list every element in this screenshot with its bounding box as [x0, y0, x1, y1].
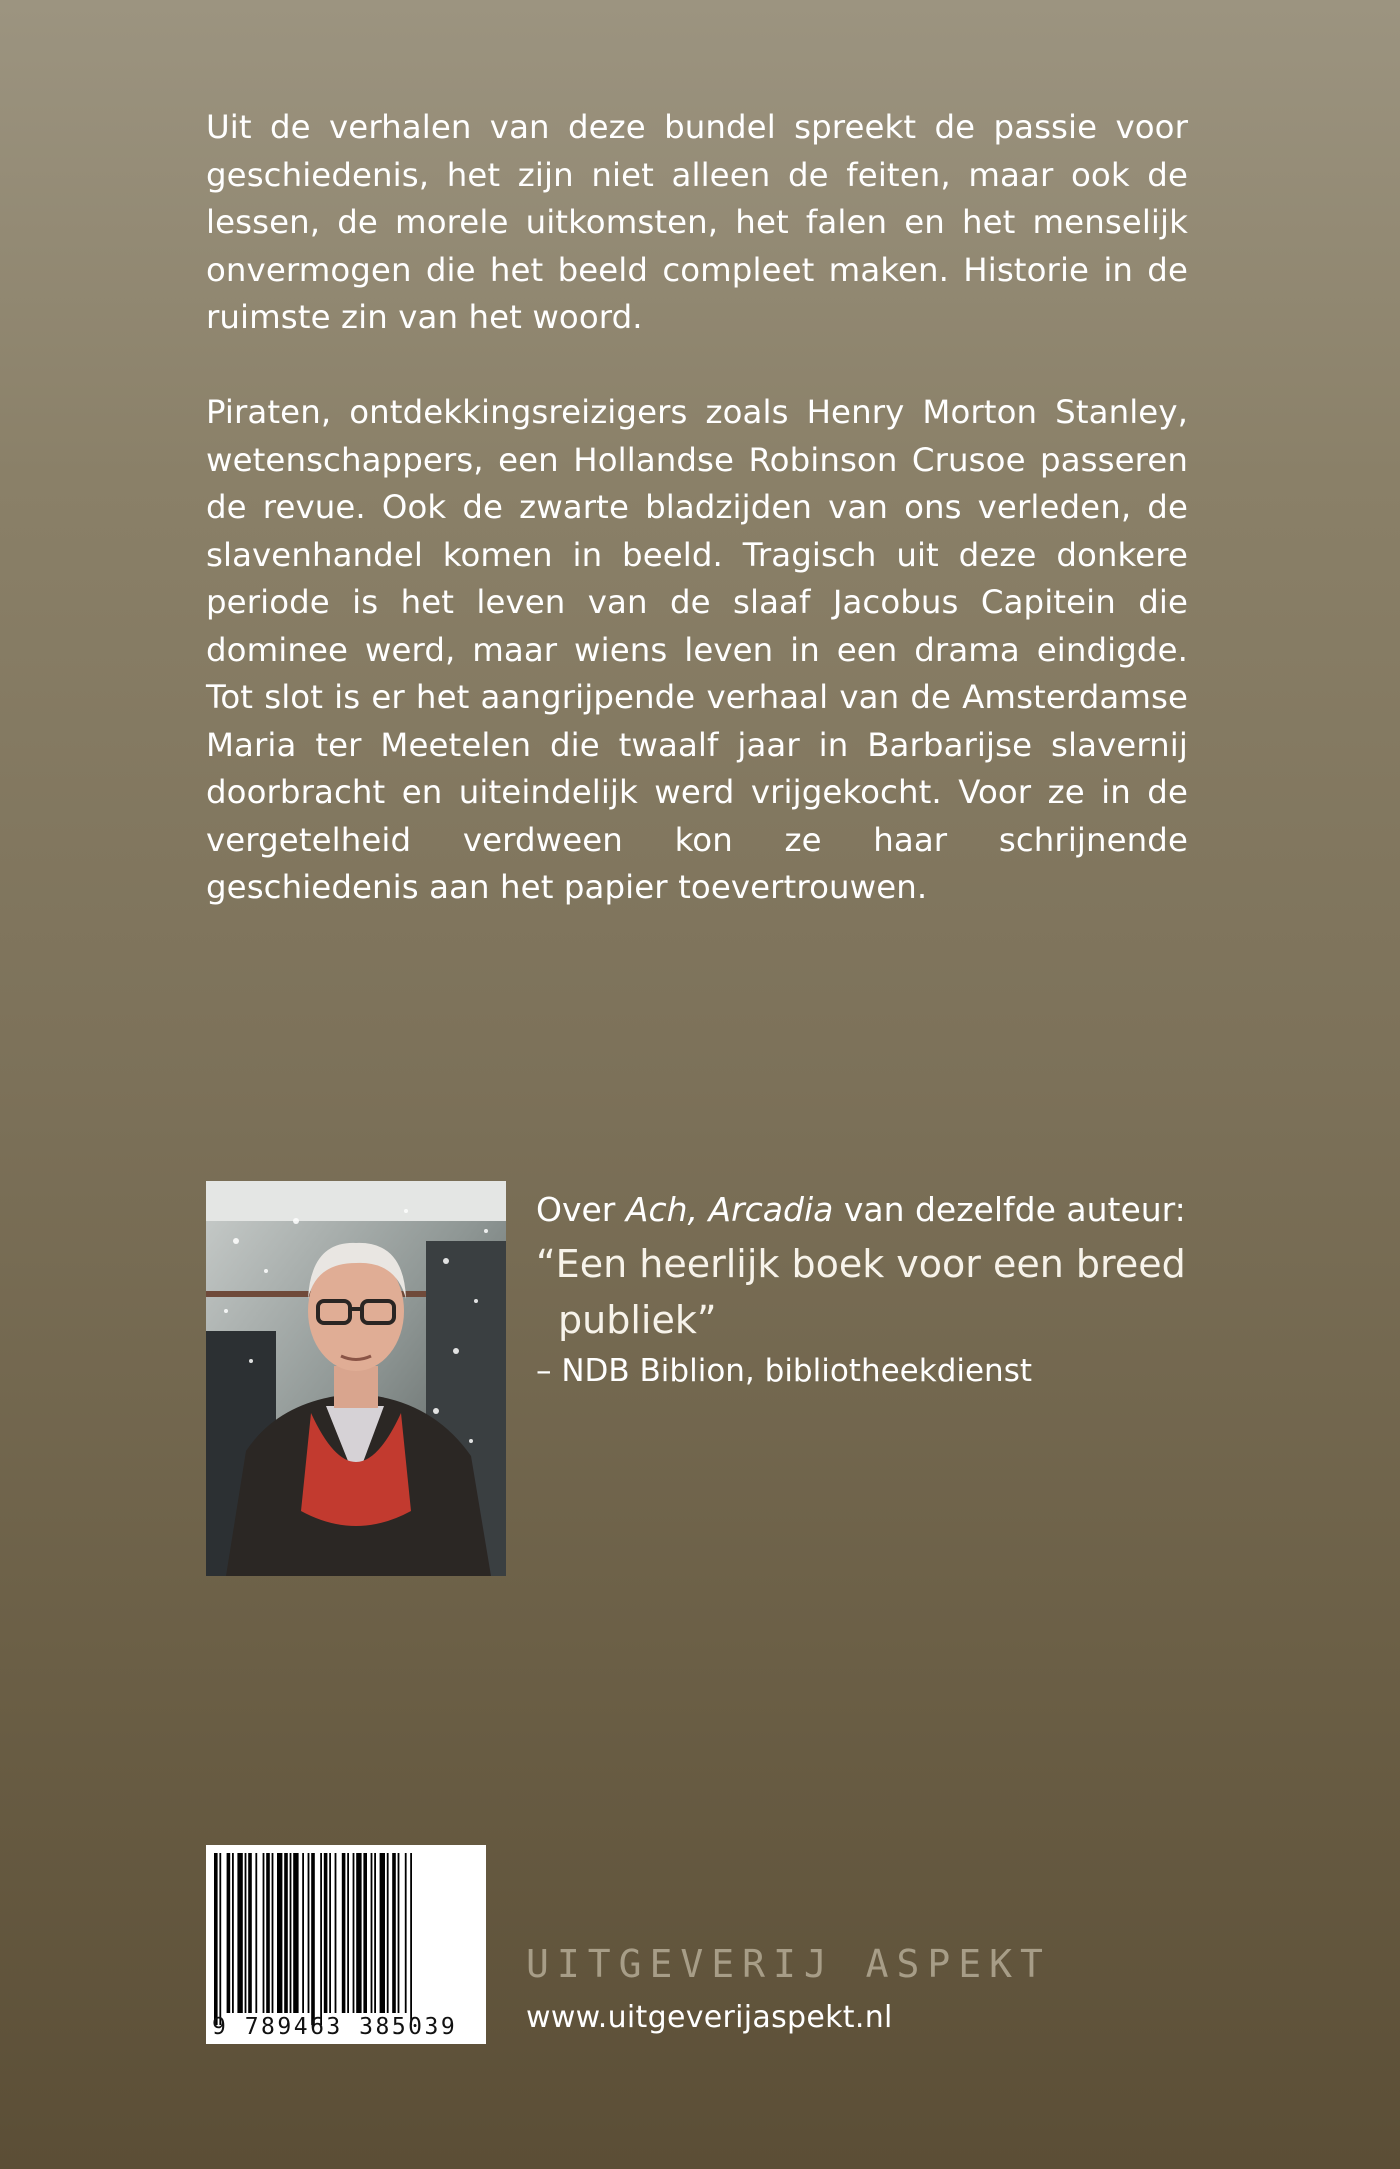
barcode-bar [219, 1853, 221, 2025]
review-intro-suffix: van dezelfde auteur: [833, 1190, 1186, 1229]
review-source: – NDB Biblion, bibliotheekdienst [536, 1353, 1033, 1389]
back-cover-blurb [206, 104, 1188, 912]
isbn-number: 9 789463 385039 [212, 2014, 458, 2040]
barcode-bar [214, 1853, 218, 2025]
author-photo [206, 1181, 506, 1576]
barcode-bar [324, 1853, 328, 2013]
barcode-bar [347, 1853, 349, 2013]
barcode-bar [284, 1853, 288, 2013]
review-book-title: Ach, Arcadia [625, 1190, 834, 1229]
publisher-name: UITGEVERIJ ASPEKT [526, 1942, 1051, 1986]
barcode-bar [398, 1853, 400, 2013]
barcode-bar [266, 1853, 270, 2013]
barcode-bar [342, 1853, 346, 2013]
barcode-bar [232, 1853, 234, 2013]
barcode-bar [410, 1853, 412, 2025]
barcode-bar [363, 1853, 367, 2013]
barcode-bar [237, 1853, 242, 2013]
review-intro-prefix: Over [536, 1190, 626, 1229]
barcode-bar [311, 1853, 315, 2025]
review-intro [536, 1188, 1196, 1232]
barcode-bar [272, 1853, 274, 2013]
barcode-bar [245, 1853, 247, 2013]
barcode-bar [248, 1853, 252, 2013]
barcode-bar [356, 1853, 361, 2013]
barcode-bar [405, 1853, 407, 2013]
review-quote: “Een heerlijk boek voor een breed publiek” [536, 1242, 1186, 1342]
blurb-paragraph-2: Piraten, ontdekkingsreizigers zoals Henry Morton Stanley, wetenschappers, een Hollandse Robinson Crusoe passeren de revue. Ook de zwarte bladzijden van ons verleden, de slavenhandel komen in beeld. Tragisch uit deze donkere periode is het leven van de slaaf Jacobus Capitein die dominee werd, maar wiens leven in een drama eindigde. Tot slot is er het aangrijpende verhaal van de Amsterdamse Maria ter Meetelen die twaalf jaar in Barbarijse slavernij doorbracht en uiteindelijk werd vrijgekocht. Voor ze in de vergetelheid verdween kon ze haar schrijnende geschiedenis aan het papier toevertrouwen. [206, 393, 1188, 906]
barcode-bar [255, 1853, 257, 2013]
barcode-bar [302, 1853, 304, 2013]
barcode-bar [387, 1853, 389, 2013]
barcode-bar [374, 1853, 376, 2013]
barcode-bar [371, 1853, 373, 2013]
blurb-paragraph-1: Uit de verhalen van deze bundel spreekt de passie voor geschiedenis, het zijn niet alleen de feiten, maar ook de lessen, de morele uitkomsten, het falen en het menselijk onvermogen die het beeld compleet maken. Historie in de ruimste zin van het woord. [206, 108, 1188, 336]
isbn-barcode [206, 1845, 486, 2044]
barcode-bar [329, 1853, 331, 2013]
barcode-bar [380, 1853, 385, 2013]
publisher-url: www.uitgeverijaspekt.nl [526, 2000, 893, 2035]
barcode-bar [293, 1853, 298, 2013]
barcode-bar [392, 1853, 396, 2013]
barcode-bar [353, 1853, 355, 2013]
barcode-bar [290, 1853, 292, 2013]
barcode-bar [263, 1853, 265, 2013]
barcode-bar [308, 1853, 310, 2013]
barcode-bar [335, 1853, 337, 2013]
barcode-bar [320, 1853, 322, 2025]
barcode-bar [277, 1853, 282, 2013]
review-quote-block [536, 1188, 1196, 1392]
barcode-bar [227, 1853, 231, 2013]
